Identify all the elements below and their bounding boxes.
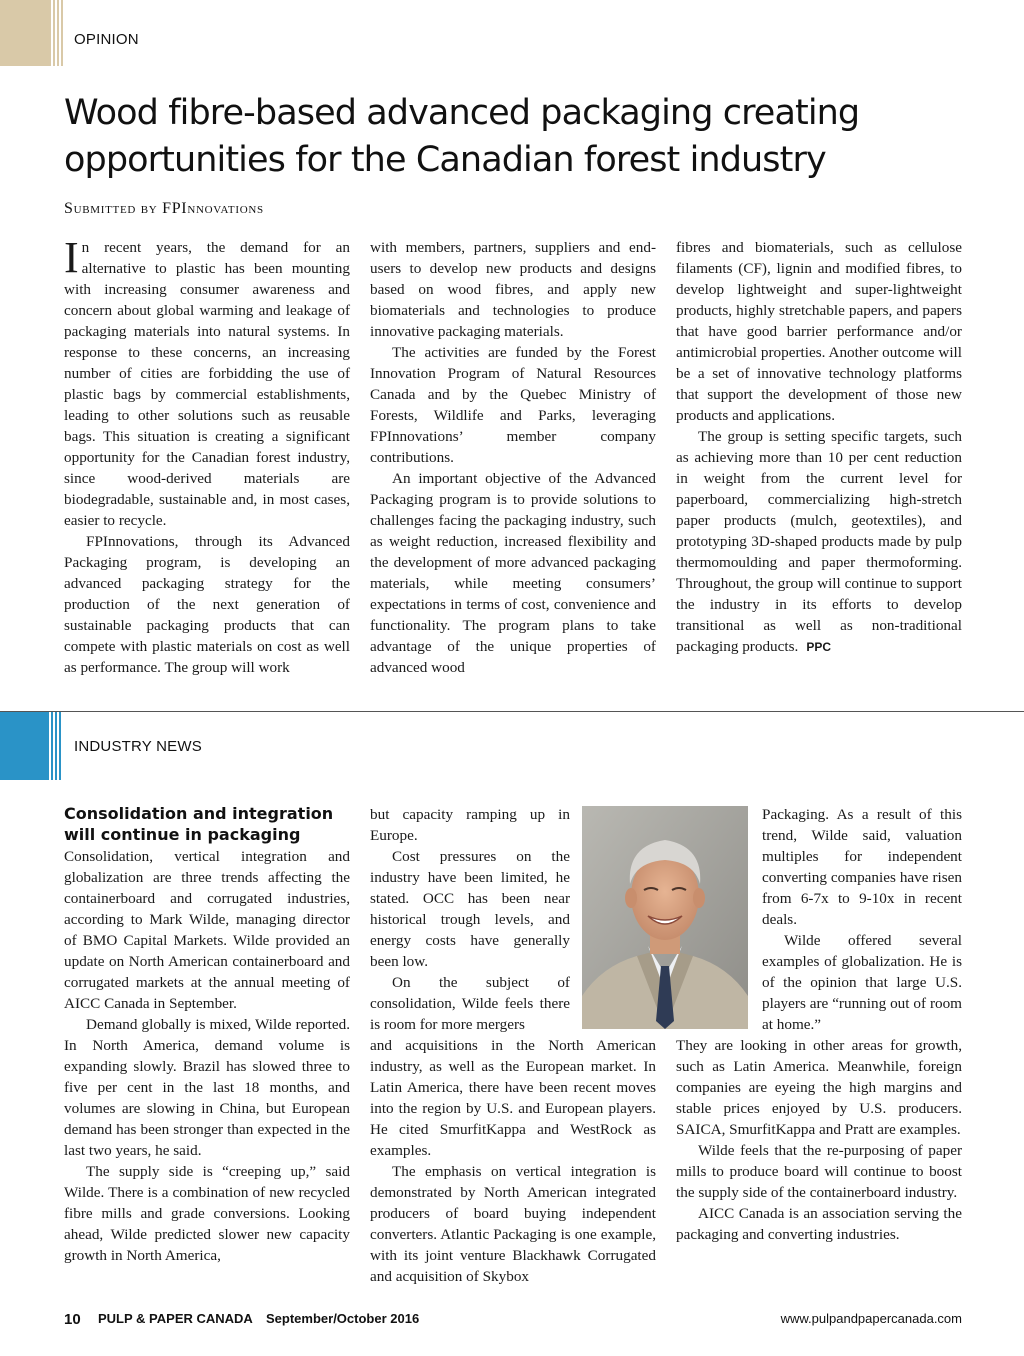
article2-paragraph: The emphasis on vertical integration is demonstrated by North American integrated producers of board buying independent converters. Atlantic Packaging is one example, with its joint venture Blackhawk Corrugated and acquisition of Skybox <box>370 1163 656 1285</box>
website-link[interactable]: www.pulpandpapercanada.com <box>780 1311 962 1326</box>
section-label-opinion: OPINION <box>74 31 139 48</box>
section-tab-industry-news <box>0 712 47 780</box>
article2-paragraph: Demand globally is mixed, Wilde reported. In North America, demand volume is expanding slowly. Brazil has slowed three to five per cent in the last 18 months, and volumes are slowing in China, but European demand has been stronger than expected in the last two years, he said. <box>64 1016 350 1159</box>
article2-paragraph: AICC Canada is an association serving the packaging and converting industries. <box>676 1205 962 1243</box>
article1-column-1 <box>64 233 350 678</box>
article2-column-3-top <box>762 804 962 1035</box>
article1-paragraph: fibres and biomaterials, such as cellulose filaments (CF), lignin and modified fibres, to develop lightweight and super-lightweight products, highly stretchable papers, and papers that have good barrier performance and/or antimicrobial properties. Another outcome will be a set of innovative technology platforms that support the development of those new products and applications. <box>676 239 962 424</box>
section-tab-stripes <box>47 712 63 780</box>
article2-paragraph: Wilde offered several examples of globalization. He is of the opinion that large U.S. players are “running out of room at home.” <box>762 932 962 1033</box>
article1-paragraph: The activities are funded by the Forest Innovation Program of Natural Resources Canada and by the Quebec Ministry of Forests, Wildlife and Parks, leveraging FPInnovations’ member company contributions. <box>370 344 656 466</box>
section-divider <box>0 711 1024 712</box>
article1-paragraph: An important objective of the Advanced Packaging program is to provide solutions to challenges facing the packaging industry, such as weight reduction, increased flexibility and the development of more advanced packaging materials, while meeting consumers’ expectations in terms of cost, convenience and functionality. The program plans to take advantage of the unique properties of advanced wood <box>370 470 656 676</box>
article2-column-3-bottom <box>676 1035 962 1245</box>
portrait-illustration <box>582 806 748 1029</box>
section-tab-opinion <box>0 0 49 66</box>
article1-column-3 <box>676 237 962 658</box>
section-label-industry-news: INDUSTRY NEWS <box>74 738 202 755</box>
article1-column-2 <box>370 237 656 678</box>
section-tab-stripes <box>49 0 63 66</box>
drop-cap: I <box>64 233 79 282</box>
portrait-photo <box>582 806 748 1029</box>
page-number: 10 <box>64 1311 81 1328</box>
publication-name: PULP & PAPER CANADA <box>98 1311 253 1326</box>
article2-paragraph: Wilde feels that the re-purposing of paper mills to produce board will continue to boost the supply side of the containerboard industry. <box>676 1142 962 1201</box>
issue-date: September/October 2016 <box>266 1311 420 1326</box>
article1-paragraph: In recent years, the demand for an alternative to plastic has been mounting with increasing consumer awareness and concern about global warming and leakage of packaging materials into natural systems. In response to these concerns, an increasing number of cities are forbidding the use of plastic bags by commercial establishments, leading to other solutions such as reusable bags. This situation is creating a significant opportunity for the Canadian forest industry, since wood-derived materials are biodegradable, sustainable and, in most cases, easier to recycle. <box>64 233 350 529</box>
article2-column-1 <box>64 846 350 1266</box>
end-mark: PPC <box>806 640 831 654</box>
article1-paragraph: FPInnovations, through its Advanced Packaging program, is developing an advanced packaging strategy for the production of the next generation of sustainable packaging products that can compete with plastic materials on cost as well as performance. The group will work <box>64 533 350 676</box>
article2-paragraph: The supply side is “creeping up,” said Wilde. There is a combination of new recycled fibre mills and grade conversions. Looking ahead, Wilde predicted slower new capacity growth in North America, <box>64 1163 350 1264</box>
article2-paragraph: They are looking in other areas for growth, such as Latin America. Meanwhile, foreign companies are eyeing the high margins and stable prices enjoyed by U.S. producers. SAICA, SmurfitKappa and Pratt are examples. <box>676 1037 962 1138</box>
article1-paragraph: The group is setting specific targets, such as achieving more than 10 per cent reduction in weight from the current level for paperboard, commercializing high-stretch paper products (mulch, geotextiles), and prototyping 3D-shaped products made by pulp thermomoulding and paper thermoforming. Throughout, the group will continue to support the industry in its efforts to develop transitional as well as non-traditional packaging products. PPC <box>676 428 962 655</box>
article2-paragraph: but capacity ramping up in Europe. <box>370 806 570 844</box>
article2-paragraph: and acquisitions in the North American industry, as well as the European market. In Latin America, there have been recent moves into the region by U.S. and European players. He cited SmurfitKappa and WestRock as examples. <box>370 1037 656 1159</box>
article-headline: Wood fibre-based advanced packaging creating opportunities for the Canadian forest industry <box>64 93 860 180</box>
article2-paragraph: Cost pressures on the industry have been limited, he stated. OCC has been near historical trough levels, and energy costs have generally been low. <box>370 848 570 970</box>
article2-column-2-top <box>370 804 570 1035</box>
article1-paragraph: with members, partners, suppliers and end-users to develop new products and designs based on wood fibres, and apply new biomaterials and technologies to produce innovative packaging materials. <box>370 239 656 340</box>
article2-column-2-bottom <box>370 1035 656 1287</box>
article-byline: Submitted by FPInnovations <box>64 200 264 217</box>
article2-subhead: Consolidation and integration will continue in packaging <box>64 804 334 844</box>
article2-paragraph: On the subject of consolidation, Wilde feels there is room for more mergers <box>370 974 570 1033</box>
article2-paragraph: Consolidation, vertical integration and globalization are three trends affecting the containerboard and corrugated industries, according to Mark Wilde, managing director of BMO Capital Markets. Wilde provided an update on North American containerboard and corrugated markets at the annual meeting of AICC Canada in September. <box>64 848 350 1012</box>
article2-paragraph: Packaging. As a result of this trend, Wilde said, valuation multiples for independent converting companies have risen from 6-7x to 9-10x in recent deals. <box>762 806 962 928</box>
